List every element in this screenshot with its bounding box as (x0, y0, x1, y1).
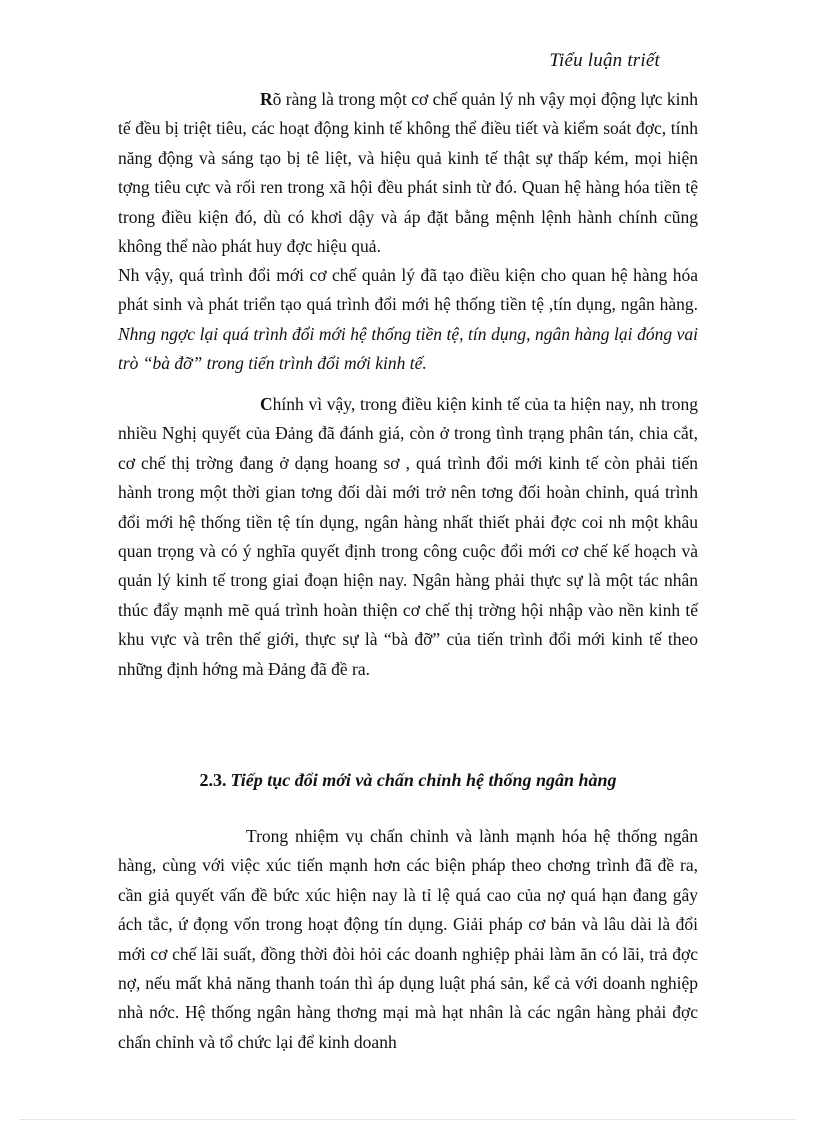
section-title: Tiếp tục đổi mới và chấn chỉnh hệ thống ngân hàng (230, 770, 617, 790)
paragraph-2-italic-text: Nhng ngợc lại quá trình đổi mới hệ thống tiền tệ, tín dụng, ngân hàng lại đóng vai trò “bà đỡ” trong tiến trình đổi mới kinh tế. (118, 323, 698, 374)
paragraph-3 (118, 390, 698, 684)
section-heading (0, 770, 816, 791)
running-header: Tiểu luận triết (549, 50, 660, 71)
paragraph-4-text: Trong nhiệm vụ chấn chỉnh và lành mạnh hóa hệ thống ngân hàng, cùng với việc xúc tiến mạnh hơn các biện pháp theo chơng trình đã đề ra, cần giả quyết vấn đề bức xúc hiện nay là tỉ lệ quá cao của nợ quá hạn đang gây ách tắc, ứ đọng vốn trong hoạt động tín dụng. Giải pháp cơ bản và lâu dài là đổi mới cơ chế lãi suất, đồng thời đòi hỏi các doanh nghiệp phải làm ăn có lãi, trả đợc nợ, nếu mất khả năng thanh toán thì áp dụng luật phá sản, kể cả với doanh nghiệp nhà nớc. Hệ thống ngân hàng thơng mại mà hạt nhân là các ngân hàng phải đợc chấn chỉnh và tổ chức lại để kinh doanh (118, 826, 698, 1052)
paragraph-1-text: õ ràng là trong một cơ chế quản lý nh vậy mọi động lực kinh tế đều bị triệt tiêu, các hoạt động kinh tế không thể điều tiết và kiểm soát đợc, tính năng động và sáng tạo bị tê liệt, và hiệu quả kinh tế thật sự thấp kém, mọi hiện tợng tiêu cực và rối ren trong xã hội đều phát sinh từ đó. Quan hệ hàng hóa tiền tệ trong điều kiện đó, dù có khơi dậy và áp đặt bằng mệnh lệnh hành chính cũng không thể nào phát huy đợc hiệu quả. (118, 89, 698, 257)
paragraph-2 (118, 261, 698, 379)
paragraph-2-text: Nh vậy, quá trình đổi mới cơ chế quản lý đã tạo điều kiện cho quan hệ hàng hóa phát sinh và phát triển tạo quá trình đổi mới hệ thống tiền tệ ,tín dụng, ngân hàng. (118, 265, 698, 315)
paragraph-4 (118, 822, 698, 1057)
paragraph-1 (118, 85, 698, 261)
paragraph-1-initial: R (260, 89, 273, 109)
page-bottom-divider (20, 1119, 796, 1120)
section-number: 2.3. (199, 770, 227, 790)
paragraph-3-initial: C (260, 394, 273, 414)
paragraph-3-text: hính vì vậy, trong điều kiện kinh tế của ta hiện nay, nh trong nhiều Nghị quyết của Đảng đã đánh giá, còn ở trong tình trạng phân tán, chia cắt, cơ chế thị trờng đang ở dạng hoang sơ , quá trình đổi mới kinh tế còn phải tiến hành trong một thời gian tơng đối dài mới trở nên tơng đối hoàn chỉnh, quá trình đổi mới hệ thống tiền tệ tín dụng, ngân hàng nhất thiết phải đợc coi nh một khâu quan trọng và có ý nghĩa quyết định trong công cuộc đổi mới cơ chế kế hoạch và quản lý kinh tế trong giai đoạn hiện nay. Ngân hàng phải thực sự là một tác nhân thúc đẩy mạnh mẽ quá trình hoàn thiện cơ chế thị trờng hội nhập vào nền kinh tế khu vực và trên thế giới, thực sự là “bà đỡ” của tiến trình đổi mới kinh tế theo những định hớng mà Đảng đã đề ra. (118, 394, 698, 679)
